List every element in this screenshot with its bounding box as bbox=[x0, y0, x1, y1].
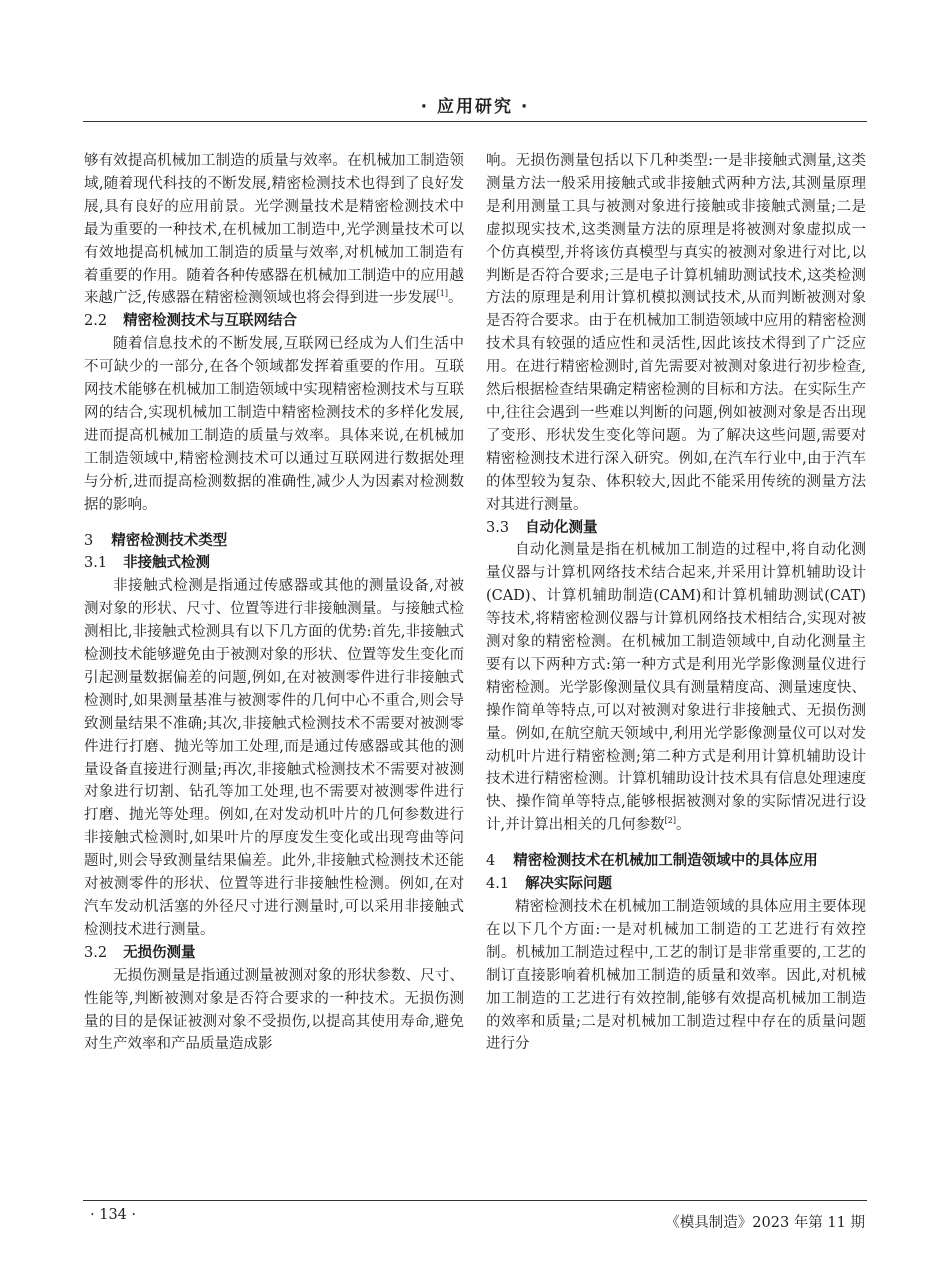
paragraph: 响。无损伤测量包括以下几种类型:一是非接触式测量,这类测量方法一般采用接触式或非接触式两种方法,其测量原理是利用测量工具与被测对象进行接触或非接触式测量;二是虚拟现实技术,这类测量方法的原理是将被测对象虚拟成一个仿真模型,并将该仿真模型与真实的被测对象进行对比,以判断是否符合要求;三是电子计算机辅助测试技术,这类检测方法的原理是利用计算机模拟测试技术,从而判断被测对象是否符合要求。由于在机械加工制造领域中应用的精密检测技术具有较强的适应性和灵活性,因此该技术得到了广泛应用。在进行精密检测时,首先需要对被测对象进行初步检查,然后根据检查结果确定精密检测的目标和方法。在实际生产中,往往会遇到一些难以判断的问题,例如被测对象是否出现了变形、形状发生变化等问题。为了解决这些问题,需要对精密检测技术进行深入研究。例如,在汽车行业中,由于汽车的体型较为复杂、体积较大,因此不能采用传统的测量方法对其进行测量。 bbox=[486, 153, 866, 513]
running-header: · 应用研究 · bbox=[420, 97, 530, 117]
journal-name: 《模具制造》2023 年第 11 期 bbox=[665, 1215, 865, 1231]
section-heading-3: 3 精密检测技术类型 bbox=[84, 532, 228, 549]
header-rule bbox=[83, 121, 867, 122]
footer-rule bbox=[83, 1200, 867, 1201]
paragraph: 非接触式检测是指通过传感器或其他的测量设备,对被测对象的形状、尺寸、位置等进行非接触测量。与接触式检测相比,非接触式检测具有以下几方面的优势:首先,非接触式检测技术能够避免由于被测对象的形状、位置等发生变化而引起测量数据偏差的问题,例如,在对被测零件进行非接触式检测时,如果测量基准与被测零件的几何中心不重合,则会导致测量结果不准确;其次,非接触式检测技术不需要对被测零件进行打磨、抛光等加工处理,而是通过传感器或其他的测量设备直接进行测量;再次,非接触式检测技术不需要对被测对象进行切割、钻孔等加工处理,也不需要对被测零件进行打磨、抛光等处理。例如,在对发动机叶片的几何参数进行非接触式检测时,如果叶片的厚度发生变化或出现弯曲等问题时,则会导致测量结果偏差。此外,非接触式检测技术还能对被测零件的形状、位置等进行非接触性检测。例如,在对汽车发动机活塞的外径尺寸进行测量时,可以采用非接触式检测技术进行测量。 bbox=[84, 578, 464, 938]
right-column bbox=[486, 150, 866, 1056]
citation-ref: [1] bbox=[436, 289, 448, 299]
section-heading-3-3: 3.3 自动化测量 bbox=[486, 519, 598, 536]
page-number: · 134 · bbox=[90, 1207, 137, 1223]
left-column bbox=[84, 150, 464, 1056]
paragraph: 够有效提高机械加工制造的质量与效率。在机械加工制造领域,随着现代科技的不断发展,精密检测技术也得到了良好发展,具有良好的应用前景。光学测量技术是精密检测技术中最为重要的一种技术,在机械加工制造中,光学测量技术可以有效地提高机械加工制造的质量与效率,对机械加工制造有着重要的作用。随着各种传感器在机械加工制造中的应用越来越广泛,传感器在精密检测领域也将会得到进一步发展[1]。 bbox=[84, 153, 464, 307]
paragraph: 随着信息技术的不断发展,互联网已经成为人们生活中不可缺少的一部分,在各个领域都发挥着重要的作用。互联网技术能够在机械加工制造领域中实现精密检测技术与互联网的结合,实现机械加工制造中精密检测技术的多样化发展,进而提高机械加工制造的质量与效率。具体来说,在机械加工制造领域中,精密检测技术可以通过互联网进行数据处理与分析,进而提高检测数据的准确性,减少人为因素对检测数据的影响。 bbox=[84, 336, 464, 513]
citation-ref: [2] bbox=[664, 816, 676, 826]
paragraph: 无损伤测量是指通过测量被测对象的形状参数、尺寸、性能等,判断被测对象是否符合要求的一种技术。无损伤测量的目的是保证被测对象不受损伤,以提高其使用寿命,避免对生产效率和产品质量造成影 bbox=[84, 967, 464, 1053]
paragraph: 精密检测技术在机械加工制造领域的具体应用主要体现在以下几个方面:一是对机械加工制造的工艺进行有效控制。机械加工制造过程中,工艺的制订是非常重要的,工艺的制订直接影响着机械加工制造的质量和效率。因此,对机械加工制造的工艺进行有效控制,能够有效提高机械加工制造的效率和质量;二是对机械加工制造过程中存在的质量问题进行分 bbox=[486, 899, 866, 1053]
section-heading-3-2: 3.2 无损伤测量 bbox=[84, 944, 196, 961]
section-heading-4: 4 精密检测技术在机械加工制造领域中的具体应用 bbox=[486, 853, 818, 870]
paragraph: 自动化测量是指在机械加工制造的过程中,将自动化测量仪器与计算机网络技术结合起来,并采用计算机辅助设计(CAD)、计算机辅助制造(CAM)和计算机辅助测试(CAT)等技术,将精密检测仪器与计算机网络技术相结合,实现对被测对象的精密检测。在机械加工制造领域中,自动化测量主要有以下两种方式:第一种方式是利用光学影像测量仪进行精密检测。光学影像测量仪具有测量精度高、测量速度快、操作简单等特点,可以对被测对象进行非接触式、无损伤测量。例如,在航空航天领域中,利用光学影像测量仪可以对发动机叶片进行精密检测;第二种方式是利用计算机辅助设计技术进行精密检测。计算机辅助设计技术具有信息处理速度快、操作简单等特点,能够根据被测对象的实际情况进行设计,并计算出相关的几何参数[2]。 bbox=[486, 542, 866, 834]
section-heading-4-1: 4.1 解决实际问题 bbox=[486, 876, 613, 893]
section-heading-3-1: 3.1 非接触式检测 bbox=[84, 555, 211, 572]
section-heading-2-2: 2.2 精密检测技术与互联网结合 bbox=[84, 313, 298, 330]
